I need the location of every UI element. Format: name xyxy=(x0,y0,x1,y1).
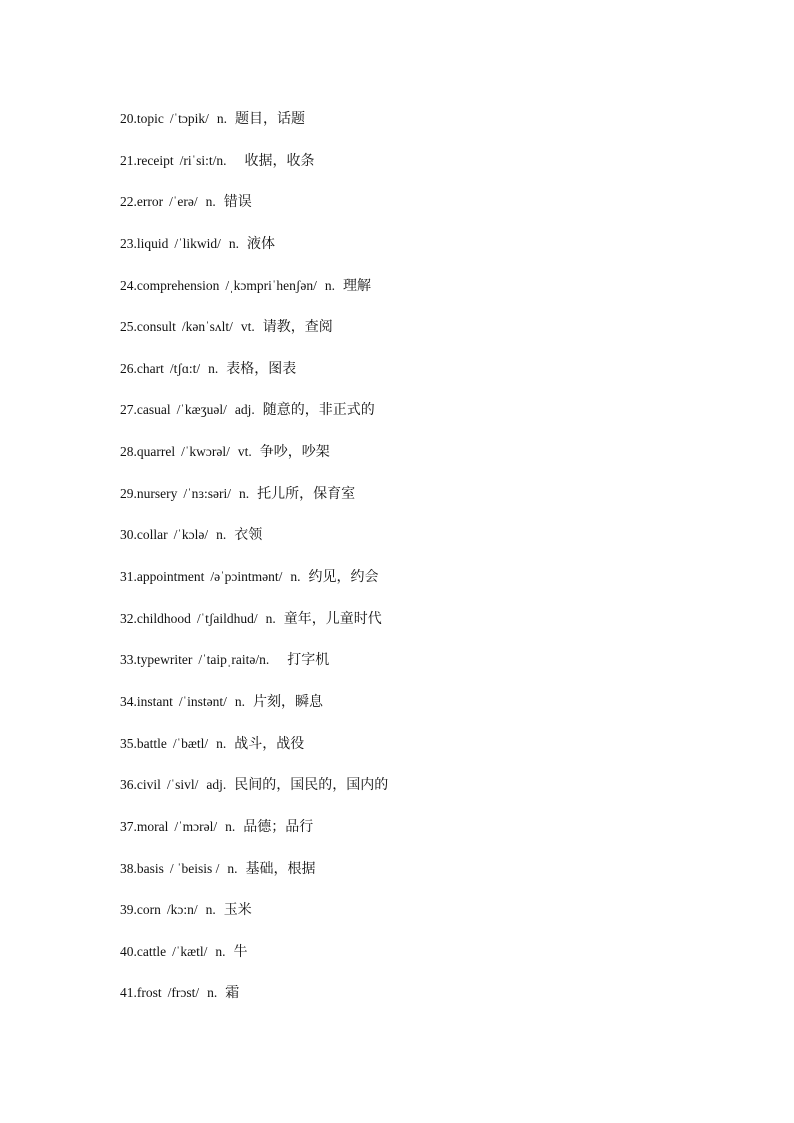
entry-part-of-speech: vt. xyxy=(240,319,255,335)
entry-number: 30. xyxy=(120,527,137,543)
vocab-entry xyxy=(120,400,388,442)
entry-part-of-speech: n. xyxy=(216,735,227,751)
entry-number: 20. xyxy=(120,111,137,126)
entry-word: corn xyxy=(136,902,161,918)
entry-phonetic: /ˈnɜ:səri/ xyxy=(183,485,232,501)
entry-phonetic: /ˈtɔpik/ xyxy=(169,111,209,126)
entry-number: 37. xyxy=(120,818,137,834)
entry-phonetic: /ˈkwɔrəl/ xyxy=(181,444,230,460)
entry-meaning: 战斗，战役 xyxy=(234,735,305,752)
vocab-entry xyxy=(120,359,388,401)
vocab-entry xyxy=(120,234,388,276)
entry-number: 28. xyxy=(120,444,137,460)
entry-number: 23. xyxy=(120,235,137,251)
entry-word: battle xyxy=(136,735,167,751)
entry-meaning: 托儿所，保育室 xyxy=(257,485,356,502)
vocab-entry xyxy=(120,817,388,859)
entry-part-of-speech: n. xyxy=(227,860,238,876)
entry-number: 36. xyxy=(120,777,137,793)
entry-meaning: 液体 xyxy=(247,235,276,252)
entry-meaning: 基础，根据 xyxy=(245,860,316,877)
vocab-entry xyxy=(120,567,388,609)
entry-phonetic: /ˈerə/ xyxy=(169,194,198,210)
vocab-entry xyxy=(120,484,388,526)
entry-word: instant xyxy=(136,693,173,709)
entry-word: topic xyxy=(136,111,164,126)
entry-meaning: 理解 xyxy=(342,277,371,294)
entry-word: collar xyxy=(136,527,168,543)
entry-meaning: 民间的，国民的，国内的 xyxy=(234,777,389,794)
entry-phonetic: /ˈkɔlə/ xyxy=(173,527,209,543)
entry-word: cattle xyxy=(136,943,167,959)
entry-word: error xyxy=(136,194,164,210)
vocab-entry xyxy=(120,775,388,817)
vocab-entry xyxy=(120,525,388,567)
vocab-entry xyxy=(120,900,388,942)
entry-word: consult xyxy=(136,319,176,335)
entry-word: basis xyxy=(136,860,164,876)
entry-meaning: 收据，收条 xyxy=(244,152,315,169)
vocab-entry xyxy=(120,442,388,484)
entry-phonetic: /riˈsi:t/n. xyxy=(179,152,227,168)
vocab-entry xyxy=(120,942,388,984)
vocab-entry xyxy=(120,859,388,901)
entry-phonetic: /ˈinstənt/ xyxy=(178,693,227,709)
entry-number: 21. xyxy=(120,152,137,168)
entry-part-of-speech: n. xyxy=(216,111,227,126)
entry-phonetic: /ˈkæʒuəl/ xyxy=(176,402,227,418)
entry-part-of-speech: n. xyxy=(216,527,227,543)
vocab-entry xyxy=(120,692,388,734)
entry-meaning: 玉米 xyxy=(223,902,252,919)
vocab-entry xyxy=(120,317,388,359)
entry-number: 26. xyxy=(120,360,137,376)
entry-word: nursery xyxy=(136,485,178,501)
entry-part-of-speech: n. xyxy=(239,485,250,501)
entry-number: 35. xyxy=(120,735,137,751)
entry-phonetic: /ˈmɔrəl/ xyxy=(174,818,218,834)
entry-word: quarrel xyxy=(136,444,176,460)
entry-phonetic: /ˈtaipˌraitə/n. xyxy=(198,652,270,668)
entry-phonetic: /ˌkɔmpriˈhenʃən/ xyxy=(225,277,317,293)
entry-part-of-speech: n. xyxy=(234,693,245,709)
entry-part-of-speech: n. xyxy=(205,194,216,210)
entry-word: receipt xyxy=(136,152,174,168)
entry-number: 24. xyxy=(120,277,137,293)
entry-number: 41. xyxy=(120,985,137,1001)
entry-word: frost xyxy=(136,985,162,1001)
entry-part-of-speech: n. xyxy=(290,569,301,585)
vocab-entry xyxy=(120,276,388,318)
entry-part-of-speech: n. xyxy=(208,360,219,376)
entry-meaning: 牛 xyxy=(233,943,248,960)
entry-number: 38. xyxy=(120,860,137,876)
entry-phonetic: /kənˈsʌlt/ xyxy=(181,319,233,335)
entry-number: 29. xyxy=(120,485,137,501)
entry-word: typewriter xyxy=(136,652,193,668)
entry-meaning: 童年，儿童时代 xyxy=(283,610,382,627)
entry-number: 39. xyxy=(120,902,137,918)
vocab-entry xyxy=(120,983,388,1025)
entry-part-of-speech: n. xyxy=(228,235,240,251)
entry-meaning: 霜 xyxy=(225,985,240,1002)
entry-number: 34. xyxy=(120,693,137,709)
entry-phonetic: /ˈsivl/ xyxy=(166,777,199,793)
vocab-entry xyxy=(120,609,388,651)
entry-part-of-speech: n. xyxy=(205,902,216,918)
entry-meaning: 题目，话题 xyxy=(235,111,305,127)
entry-phonetic: /ˈlikwid/ xyxy=(174,235,221,251)
entry-meaning: 随意的，非正式的 xyxy=(262,402,375,419)
entry-word: appointment xyxy=(136,569,205,585)
entry-phonetic: /əˈpɔintmənt/ xyxy=(210,569,283,585)
vocab-entry xyxy=(120,192,388,234)
entry-word: moral xyxy=(136,818,169,834)
entry-number: 33. xyxy=(120,652,137,668)
entry-meaning: 表格，图表 xyxy=(226,360,297,377)
vocab-entry xyxy=(120,109,388,151)
entry-phonetic: / ˈbeisis / xyxy=(169,860,220,876)
entry-meaning: 衣领 xyxy=(234,527,263,544)
entry-word: civil xyxy=(136,777,161,793)
vocab-entry xyxy=(120,734,388,776)
entry-phonetic: /ˈbætl/ xyxy=(172,735,209,751)
entry-number: 22. xyxy=(120,194,137,210)
entry-number: 31. xyxy=(120,569,137,585)
vocabulary-list xyxy=(120,109,388,1025)
entry-word: comprehension xyxy=(136,277,220,293)
entry-meaning: 片刻，瞬息 xyxy=(253,693,323,710)
entry-word: liquid xyxy=(136,235,169,251)
entry-meaning: 打字机 xyxy=(287,652,330,669)
entry-part-of-speech: vt. xyxy=(237,444,252,460)
entry-word: chart xyxy=(136,360,164,376)
entry-phonetic: /ˈkætl/ xyxy=(172,943,208,959)
entry-phonetic: /kɔ:n/ xyxy=(166,902,198,918)
entry-part-of-speech: n. xyxy=(207,985,218,1001)
entry-meaning: 争吵，吵架 xyxy=(259,444,330,461)
entry-meaning: 品德；品行 xyxy=(243,818,314,835)
vocab-entry xyxy=(120,151,388,193)
entry-part-of-speech: n. xyxy=(265,610,276,626)
entry-number: 32. xyxy=(120,610,137,626)
entry-part-of-speech: n. xyxy=(225,818,236,834)
vocab-entry xyxy=(120,650,388,692)
entry-number: 25. xyxy=(120,319,137,335)
entry-number: 40. xyxy=(120,943,137,959)
entry-word: childhood xyxy=(136,610,191,626)
entry-phonetic: /frɔst/ xyxy=(167,985,200,1001)
entry-meaning: 错误 xyxy=(223,194,252,211)
entry-part-of-speech: n. xyxy=(215,943,226,959)
entry-word: casual xyxy=(136,402,171,418)
entry-meaning: 请教，查阅 xyxy=(262,319,333,336)
entry-part-of-speech: n. xyxy=(324,277,335,293)
entry-part-of-speech: adj. xyxy=(234,402,255,418)
entry-phonetic: /tʃɑ:t/ xyxy=(169,360,201,376)
entry-number: 27. xyxy=(120,402,137,418)
entry-meaning: 约见，约会 xyxy=(308,569,379,586)
entry-phonetic: /ˈtʃaildhud/ xyxy=(196,610,258,626)
entry-part-of-speech: adj. xyxy=(206,777,227,793)
